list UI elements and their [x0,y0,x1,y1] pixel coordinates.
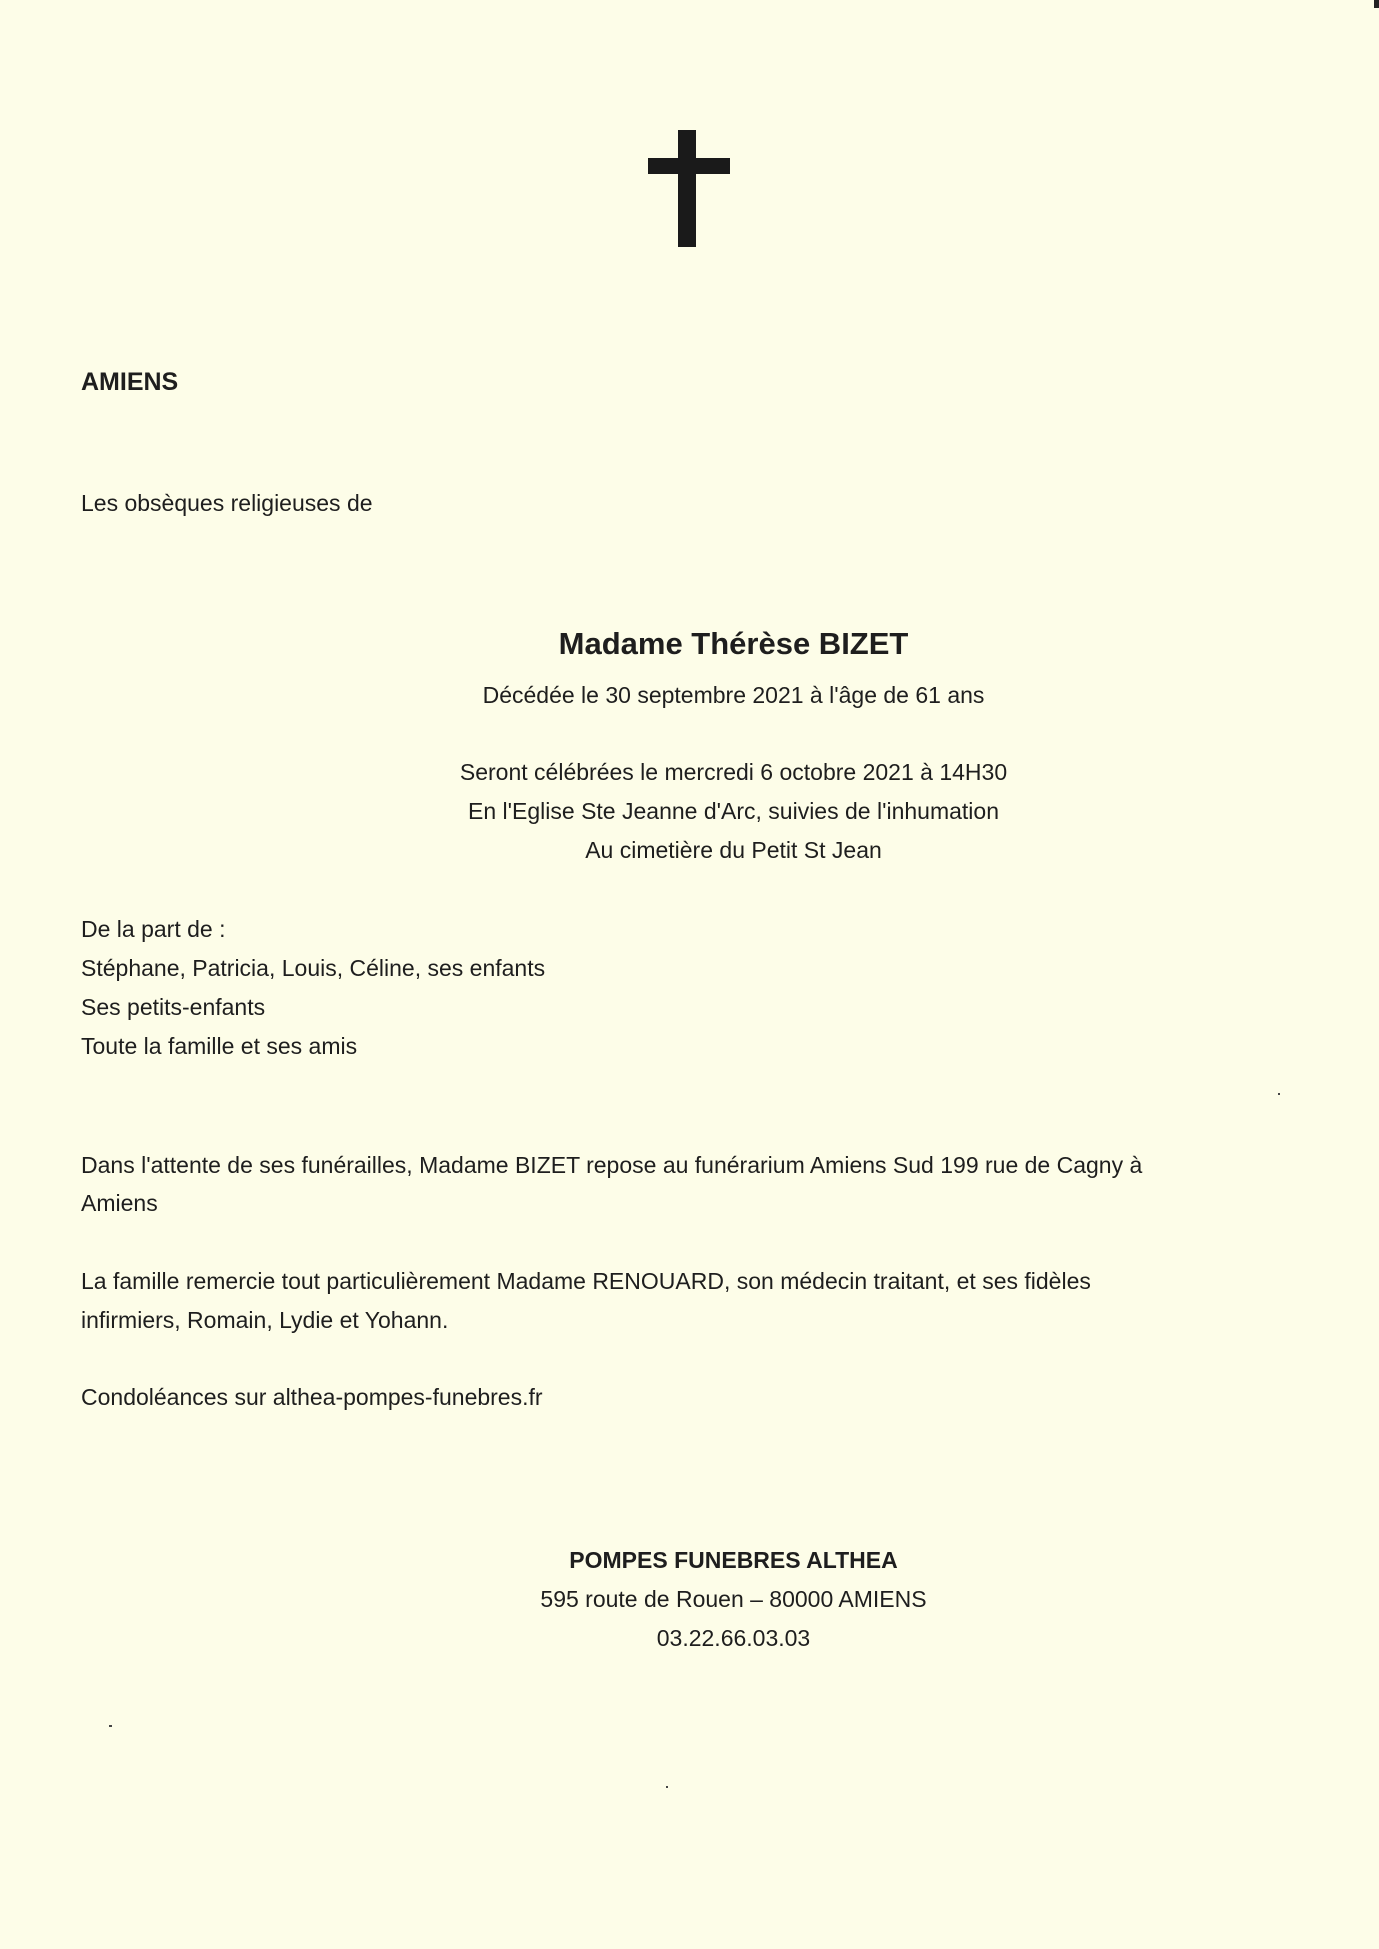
waiting-line: Amiens [81,1190,158,1216]
ceremony-line: Au cimetière du Petit St Jean [585,837,882,863]
waiting-line: Dans l'attente de ses funérailles, Madame BIZET repose au funérarium Amiens Sud 199 rue de Cagny à [81,1152,1143,1178]
intro-text: Les obsèques religieuses de [81,490,373,516]
scan-speck [109,1725,112,1727]
condolences-text: Condoléances sur althea-pompes-funebres.fr [81,1384,543,1410]
thanks-line: La famille remercie tout particulièrement Madame RENOUARD, son médecin traitant, et ses fidèles [81,1268,1091,1294]
family-line: Stéphane, Patricia, Louis, Céline, ses enfants [81,955,546,981]
funeral-home-phone: 03.22.66.03.03 [656,1625,811,1651]
ceremony-line: Seront célébrées le mercredi 6 octobre 2021 à 14H30 [459,759,1008,785]
death-info: Décédée le 30 septembre 2021 à l'âge de 61 ans [482,682,985,708]
ceremony-line: En l'Eglise Ste Jeanne d'Arc, suivies de l'inhumation [468,798,999,824]
scan-speck [666,1786,668,1788]
scan-speck [1278,1093,1280,1095]
family-line: Ses petits-enfants [81,994,266,1020]
latin-cross-icon [648,130,730,247]
family-heading: De la part de : [81,916,226,942]
family-line: Toute la famille et ses amis [81,1033,358,1059]
funeral-home-address: 595 route de Rouen – 80000 AMIENS [540,1586,927,1612]
thanks-line: infirmiers, Romain, Lydie et Yohann. [81,1307,449,1333]
deceased-name: Madame Thérèse BIZET [558,626,909,661]
funeral-home-name: POMPES FUNEBRES ALTHEA [569,1547,898,1573]
city-heading: AMIENS [81,368,179,396]
scan-edge-mark [1374,0,1379,8]
